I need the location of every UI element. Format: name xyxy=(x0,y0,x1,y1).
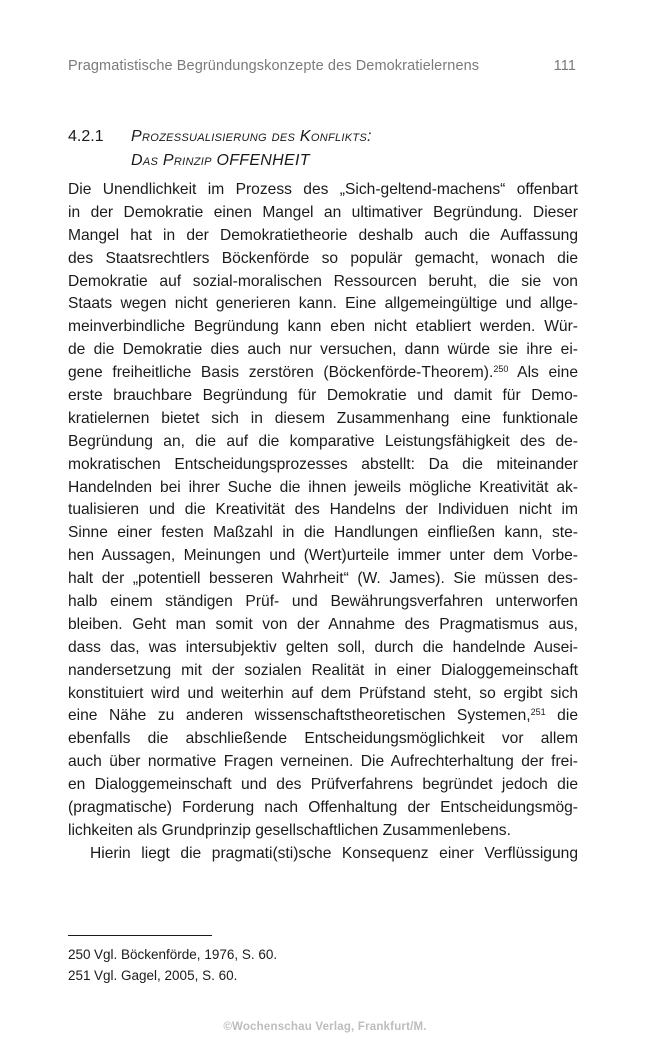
body-line: ebenfalls die abschließende Entscheidungsmöglichkeit vor allem xyxy=(68,730,578,748)
section-title-line-2: Das Prinzip OFFENHEIT xyxy=(131,152,310,169)
footnotes xyxy=(68,944,578,986)
page-number: 111 xyxy=(553,58,576,74)
body-line: dass das, was intersubjektiv gelten soll, durch die handelnde Ausei- xyxy=(68,638,578,656)
body-line-text: Als eine xyxy=(508,364,578,382)
body-line: (pragmatische) Forderung nach Offenhaltung der Entscheidungsmög- xyxy=(68,799,578,817)
body-line: halt der „potentiell besseren Wahrheit“ (W. James). Sie müssen des- xyxy=(68,570,578,588)
running-head xyxy=(68,58,576,74)
body-line: des Staatsrechtlers Böckenförde so populär gemacht, wonach die xyxy=(68,249,578,267)
body-line: Staats wegen nicht generieren kann. Eine allgemeingültige und allge- xyxy=(68,295,578,313)
body-line: meinverbindliche Begründung kann eben nicht etabliert werden. Wür- xyxy=(68,318,578,336)
body-line xyxy=(68,362,578,385)
footnote-ref-251[interactable]: 251 xyxy=(530,707,546,718)
body-line: Demokratie auf sozial-moralischen Ressourcen beruht, die sie von xyxy=(68,272,578,290)
body-line: kratielernen bietet sich in diesem Zusammenhang eine funktionale xyxy=(68,409,578,427)
running-title: Pragmatistische Begründungskonzepte des Demokratielernens xyxy=(68,58,480,74)
footnote-number: 251 xyxy=(68,968,91,983)
body-line: Sinne einer festen Maßzahl in die Handlungen einfließen kann, ste- xyxy=(68,524,578,542)
body-line: konstituiert wird und weiterhin auf dem Prüfstand steht, so ergibt sich xyxy=(68,684,578,702)
body-line: Handelnden bei ihrer Suche die ihnen jeweils mögliche Kreativität ak- xyxy=(68,478,578,496)
body-line: lichkeiten als Grundprinzip gesellschaftlichen Zusammenlebens. xyxy=(68,821,511,839)
body-line-text: die xyxy=(545,707,578,725)
body-line: halb einem ständigen Prüf- und Bewährungsverfahren unterworfen xyxy=(68,593,578,611)
footnote-text: Vgl. Gagel, 2005, S. 60. xyxy=(94,968,238,983)
body-line: bleiben. Geht man somit von der Annahme des Pragmatismus aus, xyxy=(68,615,578,633)
footnote-number: 250 xyxy=(68,947,91,962)
body-line: Mangel hat in der Demokratietheorie deshalb auch die Auffassung xyxy=(68,226,578,244)
footnote-divider xyxy=(68,935,212,936)
body-line: erste brauchbare Begründung für Demokratie und damit für Demo- xyxy=(68,387,578,405)
section-number: 4.2.1 xyxy=(68,128,104,145)
footnote-text: Vgl. Böckenförde, 1976, S. 60. xyxy=(94,947,278,962)
body-line: Hierin liegt die pragmati(sti)sche Konsequenz einer Verflüssigung xyxy=(90,844,578,862)
body-line: en Dialoggemeinschaft und des Prüfverfahrens begründet jedoch die xyxy=(68,776,578,794)
body-line: auch über normative Fragen verneinen. Die Aufrechterhaltung der frei- xyxy=(68,753,578,771)
body-line xyxy=(68,705,578,728)
footnote-250 xyxy=(68,944,578,965)
body-line: tualisieren und die Kreativität des Handelns der Individuen nicht im xyxy=(68,501,578,519)
body-line: mokratischen Entscheidungsprozesses abstellt: Da die miteinander xyxy=(68,455,578,473)
body-line: Die Unendlichkeit im Prozess des „Sich-geltend-machens“ offenbart xyxy=(68,181,578,198)
footnote-ref-250[interactable]: 250 xyxy=(493,364,509,375)
body-line: hen Aussagen, Meinungen und (Wert)urteile immer unter dem Vorbe- xyxy=(68,547,578,565)
body-line: Begründung an, die auf die komparative Leistungsfähigkeit des de- xyxy=(68,432,578,450)
body-line: in der Demokratie einen Mangel an ultimativer Begründung. Dieser xyxy=(68,203,578,221)
body-line: de die Demokratie dies auch nur versuchen, dann würde sie ihre ei- xyxy=(68,341,578,359)
body-line: nandersetzung mit der sozialen Realität in einer Dialoggemeinschaft xyxy=(68,661,578,679)
publisher-watermark: ©Wochenschau Verlag, Frankfurt/M. xyxy=(223,1021,427,1033)
footnote-251 xyxy=(68,965,578,986)
section-title-line-1: Prozessualisierung des Konflikts: xyxy=(131,128,372,145)
body-line-text: gene freiheitliche Basis zerstören (Böckenförde-Theorem). xyxy=(68,364,494,382)
body-text xyxy=(68,179,578,866)
body-line-text: eine Nähe zu anderen wissenschaftstheoretischen Systemen, xyxy=(68,707,531,725)
section-title xyxy=(131,125,372,173)
